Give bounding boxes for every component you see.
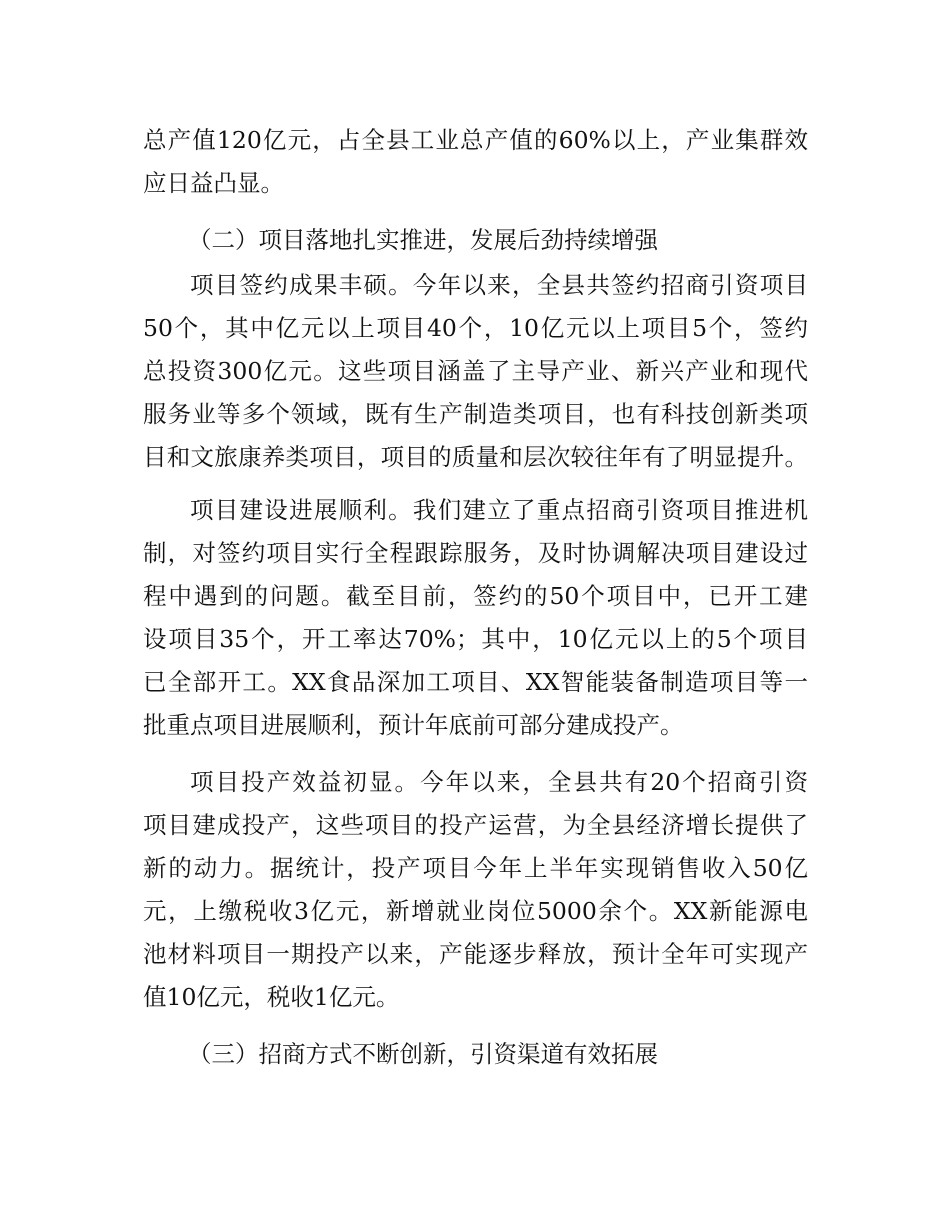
- text-line: 总产值120亿元，占全县工业总产值的60%以上，产业集群效: [143, 126, 808, 154]
- text-line: 元，上缴税收3亿元，新增就业岗位5000余个。XX新能源电: [143, 897, 808, 925]
- text-line: 制，对签约项目实行全程跟踪服务，及时协调解决项目建设过: [143, 539, 808, 567]
- section-heading: （三）招商方式不断创新，引资渠道有效拓展: [188, 1040, 658, 1068]
- text-line: 设项目35个，开工率达70%；其中，10亿元以上的5个项目: [143, 625, 808, 653]
- text-line: 项目建设进展顺利。我们建立了重点招商引资项目推进机: [190, 496, 808, 524]
- text-line: 池材料项目一期投产以来，产能逐步释放，预计全年可实现产: [143, 940, 808, 968]
- text-line: 服务业等多个领域，既有生产制造类项目，也有科技创新类项: [143, 400, 808, 428]
- text-line: 目和文旅康养类项目，项目的质量和层次较往年有了明显提升。: [143, 443, 808, 471]
- text-line: 总投资300亿元。这些项目涵盖了主导产业、新兴产业和现代: [143, 357, 808, 385]
- text-line: 新的动力。据统计，投产项目今年上半年实现销售收入50亿: [143, 854, 808, 882]
- text-line: 值10亿元，税收1亿元。: [143, 983, 400, 1011]
- text-line: 项目签约成果丰硕。今年以来，全县共签约招商引资项目: [190, 271, 808, 299]
- text-line: 应日益凸显。: [143, 169, 284, 197]
- section-heading: （二）项目落地扎实推进，发展后劲持续增强: [188, 226, 658, 254]
- text-line: 程中遇到的问题。截至目前，签约的50个项目中，已开工建: [143, 582, 808, 610]
- text-line: 批重点项目进展顺利，预计年底前可部分建成投产。: [143, 711, 684, 739]
- text-line: 项目投产效益初显。今年以来，全县共有20个招商引资: [190, 768, 808, 796]
- text-line: 项目建成投产，这些项目的投产运营，为全县经济增长提供了: [143, 811, 808, 839]
- text-line: 已全部开工。XX食品深加工项目、XX智能装备制造项目等一: [143, 668, 808, 696]
- text-line: 50个，其中亿元以上项目40个，10亿元以上项目5个，签约: [143, 314, 808, 342]
